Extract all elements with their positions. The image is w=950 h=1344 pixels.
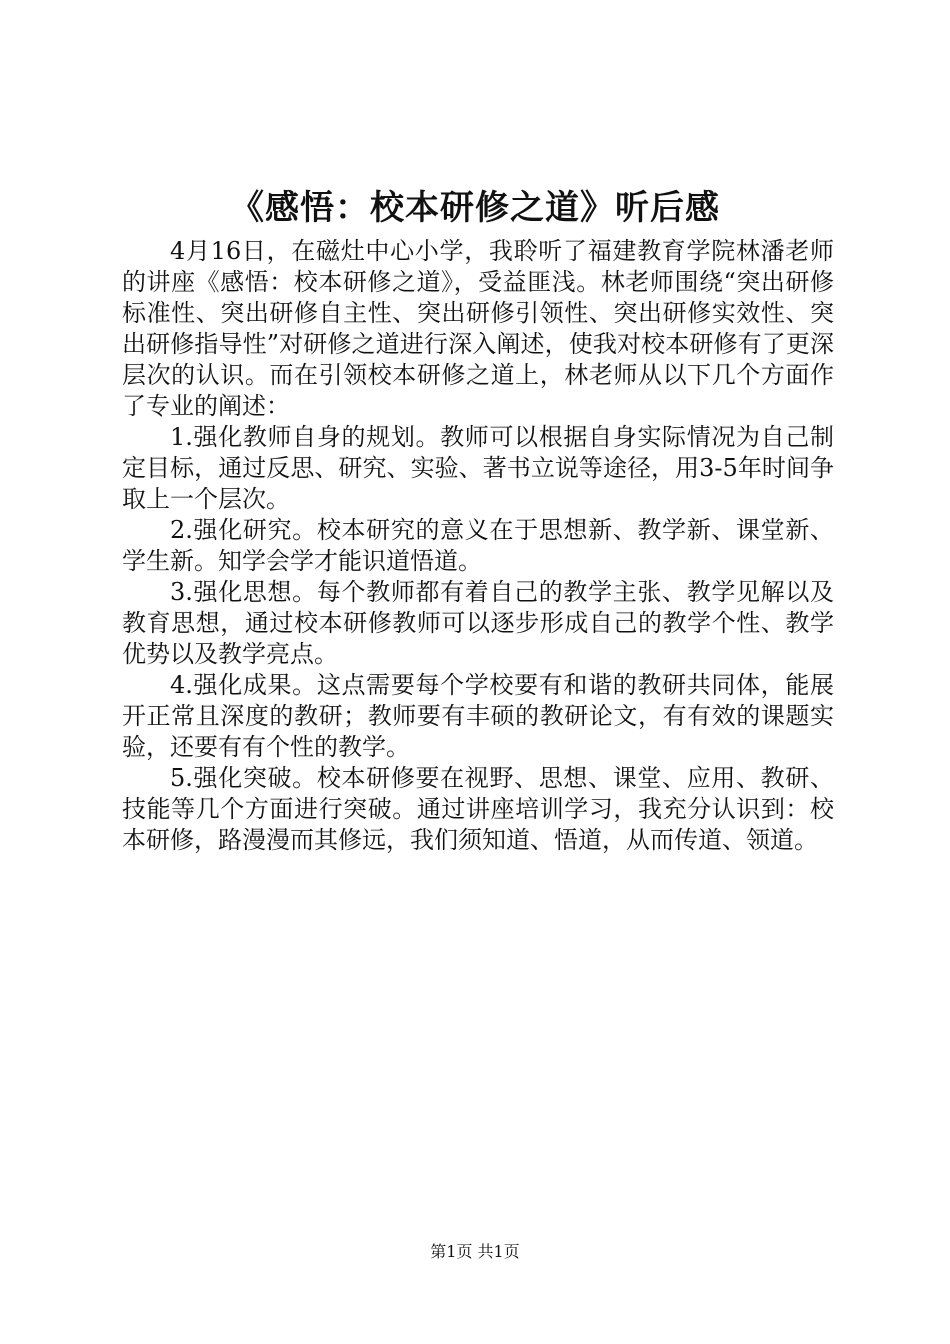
document-title: 《感悟：校本研修之道》听后感 xyxy=(230,188,720,228)
document-body xyxy=(122,236,834,856)
paragraph-item-4: 4.强化成果。这点需要每个学校要有和谐的教研共同体，能展开正常且深度的教研；教师要有丰硕的教研论文，有有效的课题实验，还要有有个性的教学。 xyxy=(122,671,834,761)
paragraph-item-5: 5.强化突破。校本研修要在视野、思想、课堂、应用、教研、技能等几个方面进行突破。通过讲座培训学习，我充分认识到：校本研修，路漫漫而其修远，我们须知道、悟道，从而传道、领道。 xyxy=(122,764,834,854)
paragraph-item-3: 3.强化思想。每个教师都有着自己的教学主张、教学见解以及教育思想，通过校本研修教师可以逐步形成自己的教学个性、教学优势以及教学亮点。 xyxy=(122,578,834,668)
paragraph-item-2: 2.强化研究。校本研究的意义在于思想新、教学新、课堂新、学生新。知学会学才能识道悟道。 xyxy=(122,516,834,575)
page-footer: 第1页 共1页 xyxy=(430,1242,520,1261)
paragraph-intro: 4月16日，在磁灶中心小学，我聆听了福建教育学院林潘老师的讲座《感悟：校本研修之道》，受益匪浅。林老师围绕“突出研修标准性、突出研修自主性、突出研修引领性、突出研修实效性、突出研修指导性”对研修之道进行深入阐述，使我对校本研修有了更深层次的认识。而在引领校本研修之道上，林老师从以下几个方面作了专业的阐述： xyxy=(122,237,834,420)
paragraph-item-1: 1.强化教师自身的规划。教师可以根据自身实际情况为自己制定目标，通过反思、研究、实验、著书立说等途径，用3-5年时间争取上一个层次。 xyxy=(122,423,834,513)
